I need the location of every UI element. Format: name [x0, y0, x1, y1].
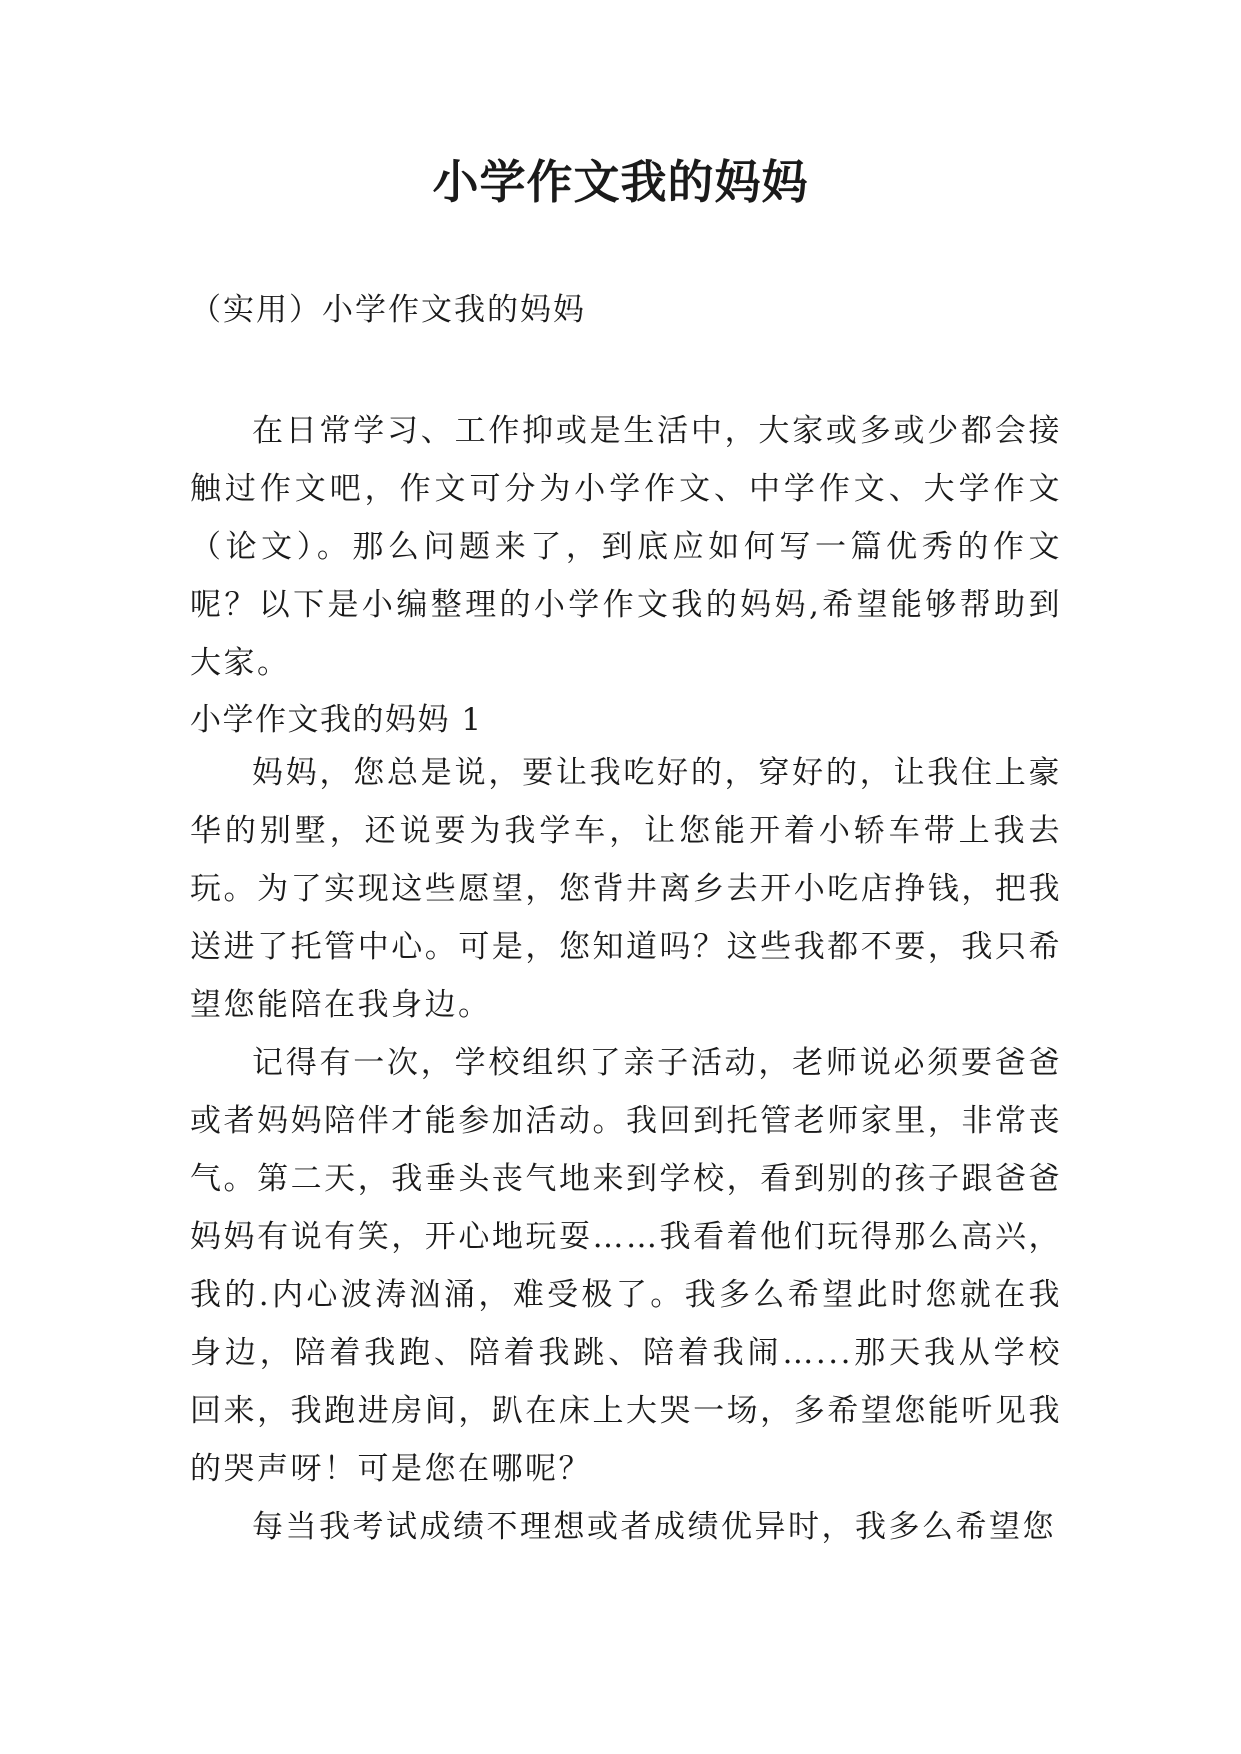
essay-paragraph-1: 妈妈，您总是说，要让我吃好的，穿好的，让我住上豪华的别墅，还说要为我学车，让您能开着小轿车带上我去玩。为了实现这些愿望，您背井离乡去开小吃店挣钱，把我送进了托管中心。可是，您知道吗？这些我都不要，我只希望您能陪在我身边。: [190, 755, 1062, 1023]
essay-body: [190, 744, 1062, 1556]
document-title: 小学作文我的妈妈: [432, 155, 809, 209]
intro-section: [190, 402, 1062, 692]
document-subtitle: （实用）小学作文我的妈妈: [190, 292, 586, 328]
intro-paragraph: 在日常学习、工作抑或是生活中，大家或多或少都会接触过作文吧，作文可分为小学作文、中学作文、大学作文（论文）。那么问题来了，到底应如何写一篇优秀的作文呢？以下是小编整理的小学作文我的妈妈,希望能够帮助到大家。: [190, 413, 1062, 681]
essay-paragraph-3: 每当我考试成绩不理想或者成绩优异时，我多么希望您: [252, 1509, 1056, 1545]
section-heading: 小学作文我的妈妈 1: [190, 702, 483, 738]
essay-paragraph-2: 记得有一次，学校组织了亲子活动，老师说必须要爸爸或者妈妈陪伴才能参加活动。我回到托管老师家里，非常丧气。第二天，我垂头丧气地来到学校，看到别的孩子跟爸爸妈妈有说有笑，开心地玩耍……我看着他们玩得那么高兴，我的.内心波涛汹涌，难受极了。我多么希望此时您就在我身边，陪着我跑、陪着我跳、陪着我闹…...那天我从学校回来，我跑进房间，趴在床上大哭一场，多希望您能听见我的哭声呀！可是您在哪呢？: [190, 1045, 1062, 1487]
